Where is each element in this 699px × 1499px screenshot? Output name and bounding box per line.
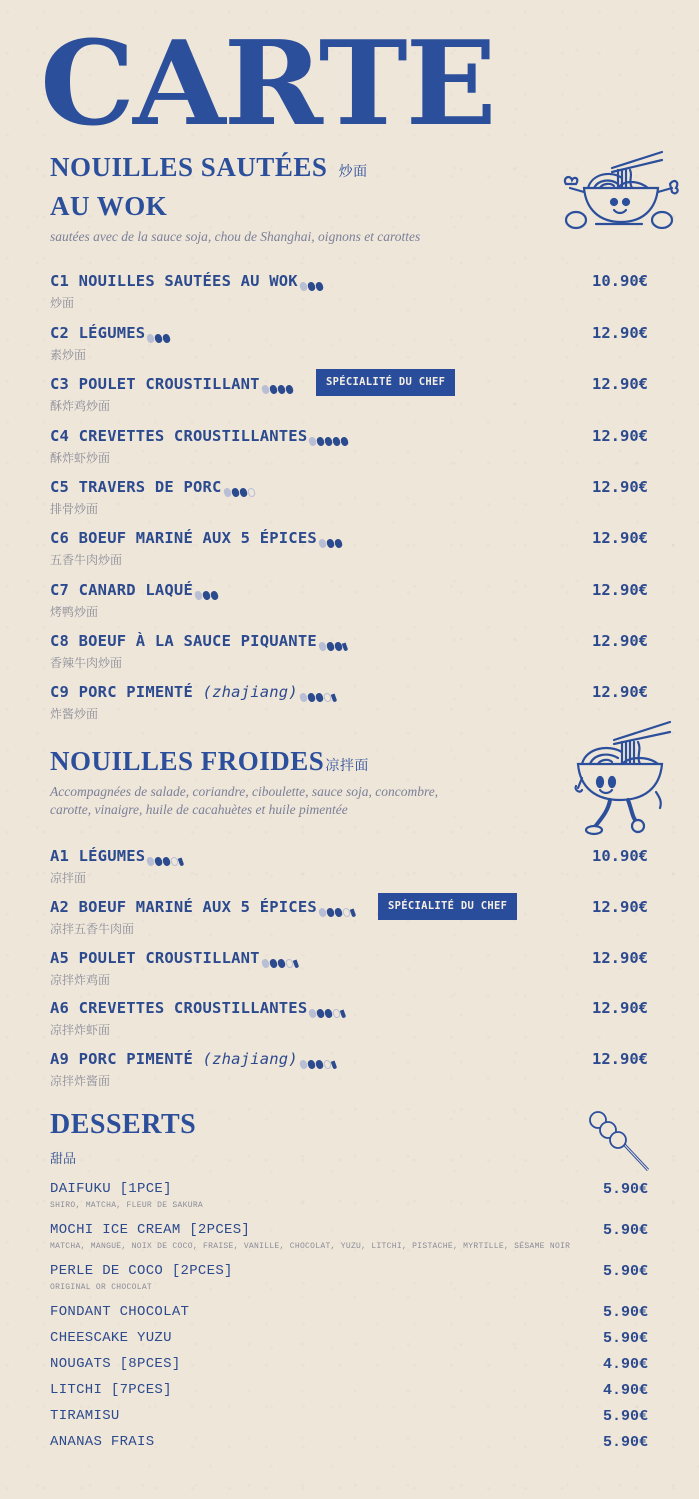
item-price: 12.90€	[592, 999, 648, 1017]
menu-item	[50, 324, 650, 368]
item-price: 12.90€	[592, 375, 648, 393]
menu-item	[50, 949, 650, 993]
item-price: 12.90€	[592, 949, 648, 967]
section-title-text: NOUILLES FROIDES	[50, 746, 325, 776]
item-name-cn: 凉拌炸鸡面	[50, 973, 111, 987]
dessert-price: 4.90€	[602, 1356, 648, 1373]
dango-skewer-icon	[586, 1110, 652, 1174]
item-name-cn: 香辣牛肉炒面	[50, 656, 123, 670]
dessert-price: 4.90€	[602, 1382, 648, 1399]
dessert-price: 5.90€	[602, 1181, 648, 1198]
dessert-name: ANANAS FRAIS	[50, 1434, 155, 1450]
section-title-line1: NOUILLES SAUTÉES	[50, 152, 328, 182]
item-name-cn: 凉拌炸虾面	[50, 1023, 111, 1037]
item-name	[50, 581, 219, 599]
section-description-cold	[50, 783, 438, 819]
dessert-name: PERLE DE COCO [2PCES]	[50, 1263, 233, 1279]
item-price: 12.90€	[592, 581, 648, 599]
menu-item	[50, 847, 650, 891]
chef-special-badge: SPÉCIALITÉ DU CHEF	[378, 893, 517, 920]
menu-item	[50, 529, 650, 573]
item-name	[50, 375, 294, 393]
item-name-text: C6 BOEUF MARINÉ AUX 5 ÉPICES	[50, 529, 317, 547]
item-name-cn: 凉拌五香牛肉面	[50, 922, 135, 936]
item-name	[50, 949, 299, 967]
page-title: CARTE	[40, 16, 495, 152]
dessert-item	[50, 1434, 650, 1450]
dessert-name: CHEESCAKE YUZU	[50, 1330, 172, 1346]
dessert-name: LITCHI [7PCES]	[50, 1382, 172, 1398]
description-line: Accompagnées de salade, coriandre, ciboulette, sauce soja, concombre,	[50, 784, 439, 799]
item-name-text: A6 CREVETTES CROUSTILLANTES	[50, 999, 308, 1017]
item-name-text: C7 CANARD LAQUÉ	[50, 581, 193, 599]
menu-item	[50, 632, 650, 676]
item-name-text: A9 PORC PIMENTÉ	[50, 1050, 193, 1068]
item-price: 12.90€	[592, 478, 648, 496]
item-name-text: A5 POULET CROUSTILLANT	[50, 949, 260, 967]
dessert-item	[50, 1356, 650, 1372]
item-price: 12.90€	[592, 1050, 648, 1068]
item-price: 10.90€	[592, 272, 648, 290]
spice-level-icon	[195, 586, 219, 596]
item-name	[50, 632, 348, 650]
dessert-item	[50, 1382, 650, 1398]
item-price: 12.90€	[592, 529, 648, 547]
item-name-text: C1 NOUILLES SAUTÉES AU WOK	[50, 272, 298, 290]
spice-level-icon	[262, 380, 294, 390]
item-name-cn: 凉拌面	[50, 871, 87, 885]
dessert-name: NOUGATS [8PCES]	[50, 1356, 181, 1372]
dessert-item	[50, 1330, 650, 1346]
dessert-item	[50, 1263, 650, 1292]
dessert-item	[50, 1222, 650, 1251]
dessert-price: 5.90€	[602, 1222, 648, 1239]
section-title-desserts: DESSERTS	[50, 1109, 197, 1140]
item-price: 12.90€	[592, 632, 648, 650]
item-name	[50, 478, 256, 496]
item-name-text: C4 CREVETTES CROUSTILLANTES	[50, 427, 308, 445]
spice-level-icon	[309, 1004, 346, 1014]
item-name	[50, 847, 184, 865]
spice-level-icon	[300, 688, 337, 698]
dessert-item	[50, 1408, 650, 1424]
menu-item	[50, 478, 650, 522]
section-title-cn: 甜品	[50, 1152, 77, 1167]
dessert-price: 5.90€	[602, 1263, 648, 1280]
item-name	[50, 324, 171, 342]
menu-item	[50, 581, 650, 625]
dessert-item	[50, 1181, 650, 1210]
item-price: 12.90€	[592, 683, 648, 701]
chef-special-badge: SPÉCIALITÉ DU CHEF	[316, 369, 455, 396]
item-name-text: C9 PORC PIMENTÉ	[50, 683, 193, 701]
item-name-italic: (zhajiang)	[202, 683, 298, 701]
menu-item	[50, 898, 650, 942]
dessert-price: 5.90€	[602, 1408, 648, 1425]
item-name	[50, 683, 337, 701]
item-price: 12.90€	[592, 427, 648, 445]
section-description-wok: sautées avec de la sauce soja, chou de Shanghai, oignons et carottes	[50, 229, 421, 244]
item-name-cn: 炒面	[50, 296, 75, 310]
item-price: 10.90€	[592, 847, 648, 865]
spice-level-icon	[300, 277, 324, 287]
item-name	[50, 898, 356, 916]
spice-level-icon	[319, 637, 348, 647]
section-title-cold	[50, 744, 369, 783]
spice-level-icon	[147, 852, 184, 862]
spice-level-icon	[319, 534, 343, 544]
item-name-text: C5 TRAVERS DE PORC	[50, 478, 222, 496]
item-name-cn: 排骨炒面	[50, 502, 99, 516]
item-name	[50, 529, 343, 547]
item-name-italic: (zhajiang)	[202, 1050, 298, 1068]
item-name-cn: 酥炸虾炒面	[50, 451, 111, 465]
item-name-cn: 酥炸鸡炒面	[50, 399, 111, 413]
item-name-cn: 素炒面	[50, 348, 87, 362]
section-title-wok	[50, 150, 368, 223]
section-title-cn: 炒面	[338, 164, 368, 180]
dessert-name: MOCHI ICE CREAM [2PCES]	[50, 1222, 251, 1238]
item-name-cn: 炸酱炒面	[50, 707, 99, 721]
item-name	[50, 1050, 337, 1068]
dessert-name: TIRAMISU	[50, 1408, 120, 1424]
menu-item	[50, 427, 650, 471]
item-name-text: A2 BOEUF MARINÉ AUX 5 ÉPICES	[50, 898, 317, 916]
dessert-flavors: ORIGINAL OR CHOCOLAT	[50, 1283, 153, 1292]
dessert-price: 5.90€	[602, 1434, 648, 1451]
section-title-line2: AU WOK	[50, 191, 168, 221]
dessert-item	[50, 1304, 650, 1320]
item-price: 12.90€	[592, 324, 648, 342]
spice-level-icon	[319, 903, 356, 913]
dessert-price: 5.90€	[602, 1304, 648, 1321]
item-name-cn: 五香牛肉炒面	[50, 553, 123, 567]
section-title-cn: 凉拌面	[325, 758, 369, 774]
dessert-flavors: SHIRO, MATCHA, FLEUR DE SAKURA	[50, 1201, 204, 1210]
item-name	[50, 999, 346, 1017]
item-name-text: A1 LÉGUMES	[50, 847, 146, 865]
item-name-cn: 烤鸭炒面	[50, 605, 99, 619]
item-name-text: C2 LÉGUMES	[50, 324, 146, 342]
noodle-bowl-mascot-sitting-icon	[556, 148, 682, 232]
spice-level-icon	[262, 954, 299, 964]
spice-level-icon	[309, 432, 349, 442]
dessert-name: DAIFUKU [1PCE]	[50, 1181, 172, 1197]
item-price: 12.90€	[592, 898, 648, 916]
spice-level-icon	[224, 483, 256, 493]
description-line: carotte, vinaigre, huile de cacahuètes et huile pimentée	[50, 802, 348, 817]
noodle-bowl-mascot-walking-icon	[574, 718, 674, 836]
dessert-price: 5.90€	[602, 1330, 648, 1347]
menu-item	[50, 683, 650, 727]
menu-item	[50, 999, 650, 1043]
item-name	[50, 272, 324, 290]
item-name-text: C3 POULET CROUSTILLANT	[50, 375, 260, 393]
dessert-name: FONDANT CHOCOLAT	[50, 1304, 190, 1320]
spice-level-icon	[147, 329, 171, 339]
dessert-flavors: MATCHA, MANGUE, NOIX DE COCO, FRAISE, VANILLE, CHOCOLAT, YUZU, LITCHI, PISTACHE, MYRTILLE, SÉSAME NOIR	[50, 1242, 571, 1251]
item-name-cn: 凉拌炸酱面	[50, 1074, 111, 1088]
menu-item	[50, 272, 650, 316]
menu-item	[50, 1050, 650, 1094]
spice-level-icon	[300, 1055, 337, 1065]
item-name	[50, 427, 349, 445]
item-name-text: C8 BOEUF À LA SAUCE PIQUANTE	[50, 632, 317, 650]
